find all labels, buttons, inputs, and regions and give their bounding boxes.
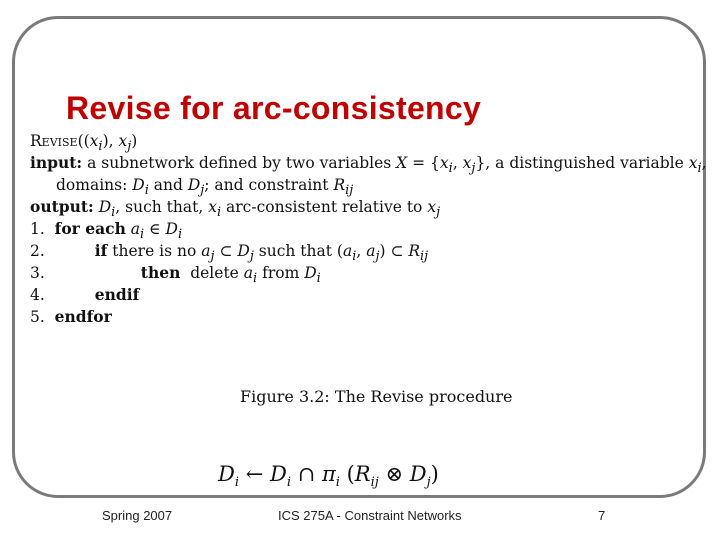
algorithm-domains-line: domains: $D_i$ and $D_j$; and constraint $R_{ij}$ (56, 176, 354, 199)
footer-date: Spring 2007 (102, 508, 173, 523)
algorithm-step-5: 5. endfor (30, 307, 112, 326)
slide-title: Revise for arc-consistency (66, 90, 482, 126)
algorithm-input-line: input: a subnetwork defined by two variables $X = \{x_i$, $x_j$}, a distinguished variable $x_i$, (30, 153, 707, 177)
algorithm-header: $Revise((x_i)$, $x_j$) (30, 132, 138, 155)
footer-page-number: 7 (598, 508, 606, 523)
algorithm-step-1: 1. for each $a_i$ ∈ $D_i$ (30, 219, 183, 243)
algorithm-output-line: output: $D_i$, such that, $x_i$ arc-consistent relative to $x_j$ (30, 197, 441, 221)
footer-course: ICS 275A - Constraint Networks (278, 508, 462, 523)
revise-formula: $D_i$ ← $D_i$ ∩ $\pi_i$ ($R_{ij}$ ⊗ $D_j$) (218, 462, 439, 491)
algorithm-step-2: 2. if there is no $a_j$ ⊂ $D_j$ such that ($a_i$, $a_j$) ⊂ $R_{ij}$ (30, 241, 429, 265)
algorithm-step-4: 4. endif (30, 285, 140, 304)
algorithm-step-3: 3. then delete $a_i$ from $D_i$ (30, 263, 321, 287)
figure-caption: Figure 3.2: The Revise procedure (240, 387, 513, 406)
